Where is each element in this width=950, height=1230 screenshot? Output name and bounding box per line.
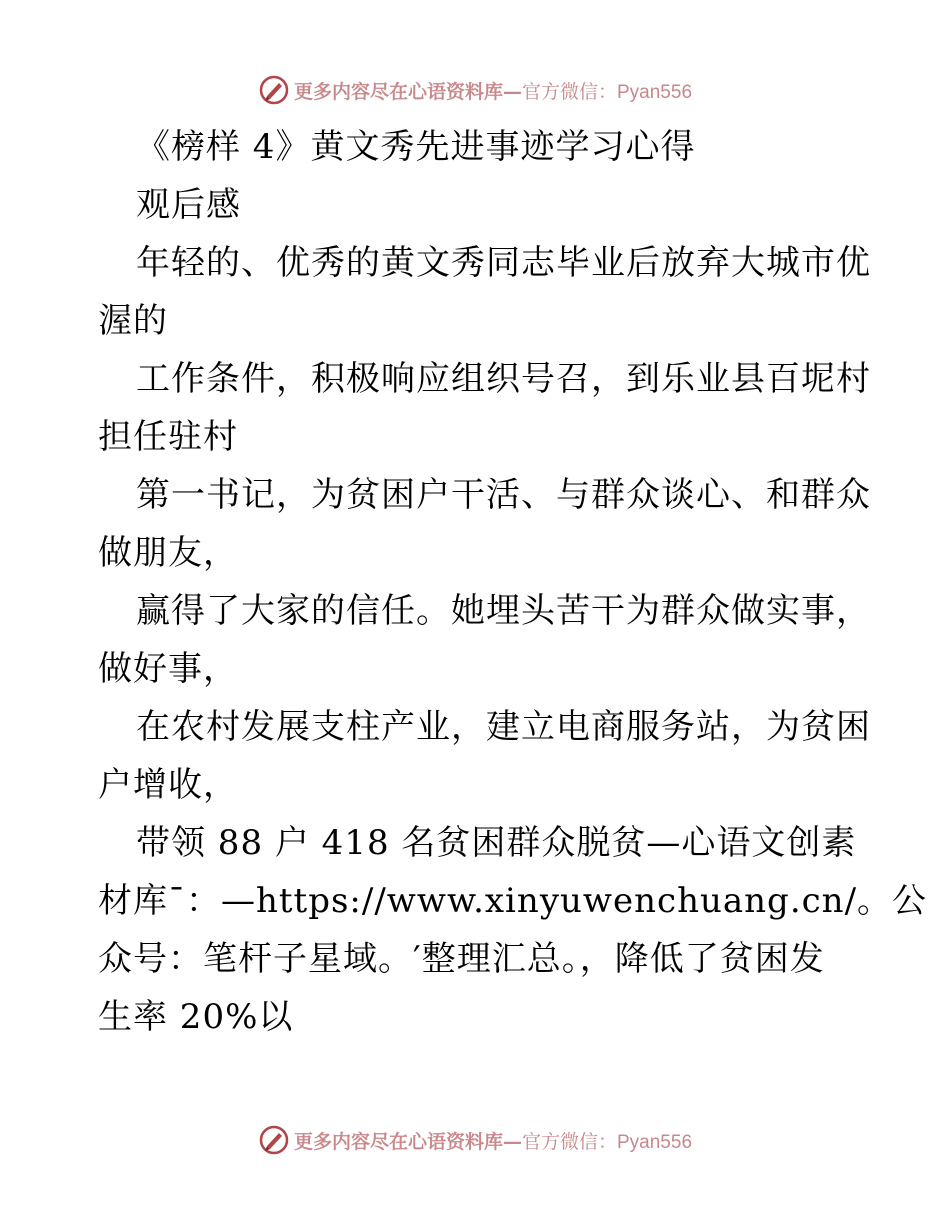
text-line: 年轻的、优秀的黄文秀同志毕业后放弃大城市优	[136, 243, 871, 283]
pen-logo-icon	[258, 74, 290, 106]
document-body	[98, 118, 928, 1046]
pen-logo-icon	[258, 1124, 290, 1156]
text-line: 在农村发展支柱产业，建立电商服务站，为贫困	[136, 707, 871, 747]
header-watermark	[0, 70, 950, 110]
text-line: 材库¯：—https://www.xinyuwenchuang.cn/。公	[98, 881, 928, 921]
text-line: 工作条件，积极响应组织号召，到乐业县百坭村	[136, 359, 871, 399]
text-line: 众号：笔杆子星域。′整理汇总。，降低了贫困发	[98, 939, 825, 979]
watermark-text: 更多内容尽在心语资料库—	[293, 80, 522, 103]
text-line: 做朋友，	[98, 533, 238, 573]
text-line: 第一书记，为贫困户干活、与群众谈心、和群众	[136, 475, 871, 515]
text-line: 渥的	[98, 301, 168, 341]
watermark-text: 更多内容尽在心语资料库—	[293, 1130, 522, 1153]
text-line: 担任驻村	[98, 417, 238, 457]
text-line: 生率 20%以	[98, 997, 294, 1037]
watermark-contact: 官方微信：Pyan556	[522, 81, 693, 103]
text-line: 观后感	[136, 185, 241, 225]
watermark-contact: 官方微信：Pyan556	[522, 1131, 693, 1153]
text-line: 带领 88 户 418 名贫困群众脱贫—心语文创素	[136, 823, 857, 863]
text-line: 做好事，	[98, 649, 238, 689]
text-line: 赢得了大家的信任。她埋头苦干为群众做实事，	[136, 591, 871, 631]
text-line: 户增收，	[98, 765, 238, 805]
footer-watermark	[0, 1120, 950, 1160]
text-line: 《榜样 4》黄文秀先进事迹学习心得	[136, 127, 696, 167]
